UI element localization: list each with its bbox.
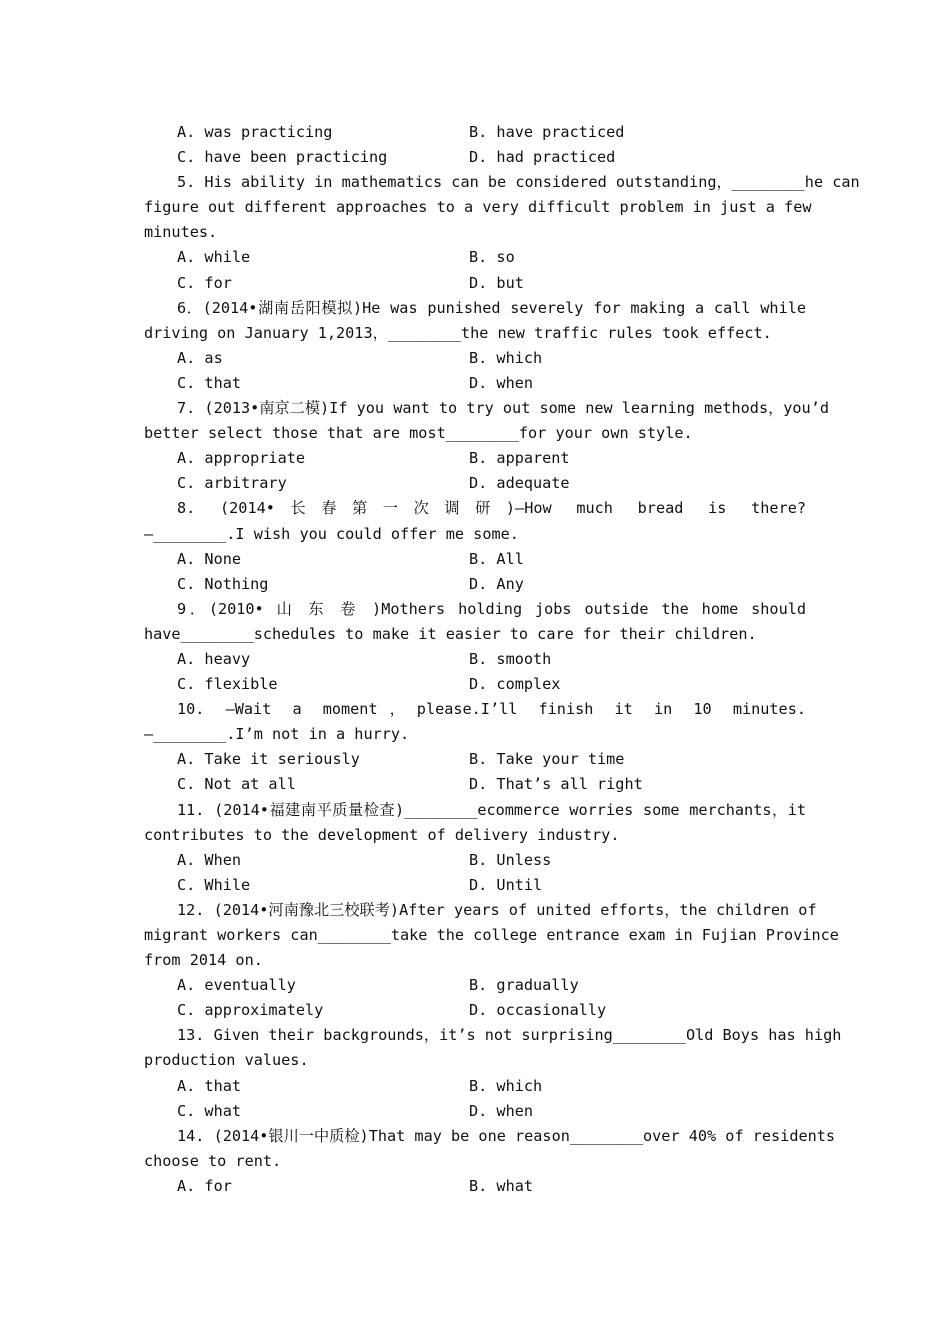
- answer-option: C. While: [177, 875, 251, 894]
- answer-option: A. None: [177, 549, 242, 568]
- answer-option: D. That’s all right: [469, 775, 643, 794]
- option-row: [144, 973, 806, 998]
- answer-option: A. heavy: [177, 649, 251, 668]
- question-stem-line: 14. (2014•银川一中质检)That may be one reason________over 40% of residents: [177, 1126, 836, 1145]
- answer-option: A. was practicing: [177, 123, 333, 141]
- option-row: [144, 1099, 806, 1124]
- question: [144, 1023, 842, 1123]
- option-row: [144, 1074, 806, 1099]
- question-stem-line: better select those that are most________for your own style.: [144, 424, 693, 443]
- answer-option: A. that: [177, 1076, 242, 1095]
- answer-option: A. while: [177, 248, 251, 267]
- answer-option: B. All: [469, 549, 524, 568]
- question-stem-line: have________schedules to make it easier to care for their children.: [144, 624, 757, 643]
- question-stem-line: figure out different approaches to a very difficult problem in just a few: [144, 198, 812, 217]
- option-row: [144, 1174, 806, 1199]
- option-row: [144, 245, 806, 270]
- answer-option: B. smooth: [469, 649, 552, 668]
- question: [144, 1124, 836, 1199]
- question: [144, 296, 806, 396]
- option-row: [144, 271, 806, 296]
- answer-option: A. eventually: [177, 976, 296, 995]
- option-row: [144, 672, 806, 697]
- answer-option: C. have been practicing: [177, 148, 388, 167]
- question: [144, 120, 806, 170]
- question: [144, 597, 806, 697]
- answer-option: C. Nothing: [177, 574, 269, 593]
- question-stem-line: choose to rent.: [144, 1151, 282, 1170]
- question-stem-line: 5. His ability in mathematics can be considered outstanding，________he can: [177, 173, 860, 192]
- option-row: [144, 446, 806, 471]
- option-row: [144, 371, 806, 396]
- option-row: [144, 572, 806, 597]
- answer-option: C. that: [177, 373, 242, 392]
- option-row: [144, 747, 806, 772]
- option-row: [144, 346, 806, 371]
- answer-option: D. had practiced: [469, 148, 616, 167]
- option-row: [144, 873, 806, 898]
- option-row: [144, 647, 806, 672]
- answer-option: D. Any: [469, 574, 524, 593]
- answer-option: D. occasionally: [469, 1001, 607, 1020]
- answer-option: B. Take your time: [469, 750, 625, 769]
- question-list: [144, 120, 860, 1199]
- question-stem-line: 13. Given their backgrounds，it’s not surprising________Old Boys has high: [177, 1026, 842, 1045]
- answer-option: B. which: [469, 348, 543, 367]
- question-stem-line: 11. (2014•福建南平质量检查)________ecommerce worries some merchants，it: [177, 800, 806, 819]
- answer-option: C. for: [177, 273, 232, 292]
- question-stem-line: 6．(2014•湖南岳阳模拟)He was punished severely for making a call while: [177, 298, 806, 317]
- answer-option: A. appropriate: [177, 449, 306, 468]
- answer-option: C. approximately: [177, 1001, 324, 1020]
- answer-option: D. Until: [469, 875, 543, 894]
- answer-option: C. flexible: [177, 675, 278, 694]
- question: [144, 496, 806, 596]
- question: [144, 798, 806, 898]
- answer-option: B. which: [469, 1076, 543, 1095]
- question-stem-line: contributes to the development of delivery industry.: [144, 825, 620, 844]
- question-stem-line: —________.I wish you could offer me some.: [144, 524, 519, 543]
- answer-option: A. as: [177, 348, 223, 367]
- question-stem-line: driving on January 1,2013，________the new traffic rules took effect.: [144, 323, 772, 342]
- answer-option: D. but: [469, 273, 524, 292]
- answer-option: B. have practiced: [469, 123, 625, 141]
- option-row: [144, 772, 806, 797]
- answer-option: C. Not at all: [177, 775, 296, 794]
- answer-option: C. arbitrary: [177, 474, 287, 493]
- question-stem-line: production values.: [144, 1051, 309, 1070]
- question: [144, 396, 829, 496]
- option-row: [144, 547, 806, 572]
- answer-option: D. when: [469, 373, 534, 392]
- option-row: [144, 848, 806, 873]
- question-stem-line: 7. (2013•南京二模)If you want to try out some new learning methods，you’d: [177, 399, 829, 418]
- answer-option: A. When: [177, 850, 242, 869]
- option-row: [144, 471, 806, 496]
- question-stem-line: 8. (2014•长春第一次调研)—How much bread is there?: [177, 499, 806, 518]
- answer-option: A. Take it seriously: [177, 750, 360, 769]
- answer-option: B. gradually: [469, 976, 579, 995]
- answer-option: C. what: [177, 1101, 242, 1120]
- question: [144, 170, 860, 295]
- question-stem-line: —________.I’m not in a hurry.: [144, 725, 410, 744]
- answer-option: D. adequate: [469, 474, 570, 493]
- option-row: [144, 998, 806, 1023]
- question-stem-line: 12. (2014•河南豫北三校联考)After years of united efforts，the children of: [177, 900, 817, 919]
- question: [144, 697, 806, 797]
- answer-option: B. apparent: [469, 449, 570, 468]
- answer-option: B. Unless: [469, 850, 552, 869]
- question-stem-line: minutes.: [144, 223, 218, 242]
- answer-option: B. so: [469, 248, 515, 267]
- question-stem-line: migrant workers can________take the college entrance exam in Fujian Province: [144, 926, 839, 944]
- question: [144, 898, 839, 1023]
- answer-option: D. when: [469, 1101, 534, 1120]
- answer-option: B. what: [469, 1176, 534, 1195]
- answer-option: A. for: [177, 1176, 232, 1195]
- question-stem-line: 9．(2010• 山 东 卷 )Mothers holding jobs outside the home should: [177, 599, 806, 618]
- question-stem-line: from 2014 on.: [144, 951, 263, 970]
- question-stem-line: 10. —Wait a moment，please.I’ll finish it in 10 minutes.: [177, 700, 806, 719]
- answer-option: D. complex: [469, 675, 561, 694]
- option-row: [144, 145, 806, 170]
- option-row: [144, 120, 806, 145]
